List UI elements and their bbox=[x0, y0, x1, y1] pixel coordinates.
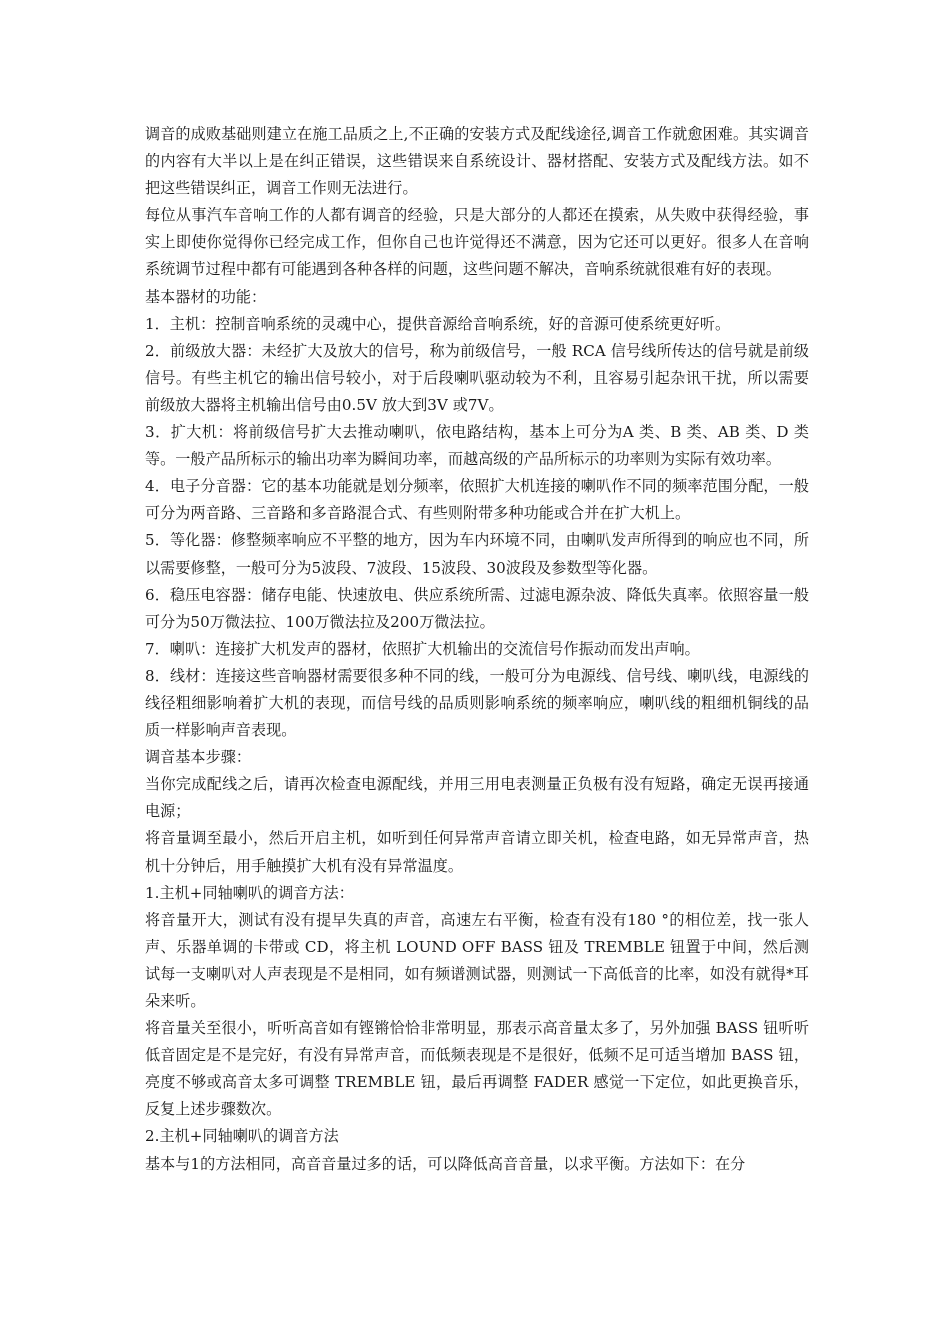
paragraph-method-1-a: 将音量开大，测试有没有提早失真的声音，高速左右平衡，检查有没有180 °的相位差，找一张人声、乐器单调的卡带或 CD，将主机 LOUND OFF BASS 钮及 TREMBLE 钮置于中间，然后测试每一支喇叭对人声表现是不是相同，如有频谱测试器，则测试一下高低音的比率，如没有就得*耳朵来听。 bbox=[145, 910, 809, 1010]
list-item-preamp: 2．前级放大器：未经扩大及放大的信号，称为前级信号，一般 RCA 信号线所传达的信号就是前级信号。有些主机它的输出信号较小，对于后段喇叭驱动较为不利，且容易引起杂讯干扰，所以需要前级放大器将主机输出信号由0.5V 放大到3V 或7V。 bbox=[145, 341, 809, 414]
section-heading-steps: 调音基本步骤： bbox=[145, 748, 252, 767]
section-heading-equipment: 基本器材的功能： bbox=[145, 287, 267, 306]
paragraph-step-power-on: 将音量调至最小，然后开启主机，如听到任何异常声音请立即关机，检查电路，如无异常声音，热机十分钟后，用手触摸扩大机有没有异常温度。 bbox=[145, 829, 809, 875]
section-heading-method-2: 2.主机+同轴喇叭的调音方法 bbox=[145, 1127, 339, 1146]
list-item-speaker: 7．喇叭：连接扩大机发声的器材，依照扩大机输出的交流信号作振动而发出声响。 bbox=[145, 639, 700, 658]
paragraph-method-2-a: 基本与1的方法相同，高音音量过多的话，可以降低高音音量，以求平衡。方法如下：在分 bbox=[145, 1154, 746, 1173]
paragraph-intro-2: 每位从事汽车音响工作的人都有调音的经验，只是大部分的人都还在摸索，从失败中获得经验，事实上即使你觉得你已经完成工作，但你自己也许觉得还不满意，因为它还可以更好。很多人在音响系统调节过程中都有可能遇到各种各样的问题，这些问题不解决，音响系统就很难有好的表现。 bbox=[145, 206, 809, 279]
paragraph-method-1-b: 将音量关至很小，听听高音如有铿锵恰恰非常明显，那表示高音量太多了，另外加强 BASS 钮听听低音固定是不是完好，有没有异常声音，而低频表现是不是很好，低频不足可适当增加 BASS 钮，亮度不够或高音太多可调整 TREMBLE 钮，最后再调整 FADER 感觉一下定位，如此更换音乐，反复上述步骤数次。 bbox=[145, 1019, 809, 1119]
list-item-crossover: 4．电子分音器：它的基本功能就是划分频率，依照扩大机连接的喇叭作不同的频率范围分配，一般可分为两音路、三音路和多音路混合式、有些则附带多种功能或合并在扩大机上。 bbox=[145, 477, 809, 523]
list-item-head-unit: 1．主机：控制音响系统的灵魂中心，提供音源给音响系统，好的音源可使系统更好听。 bbox=[145, 314, 731, 333]
list-item-equalizer: 5．等化器：修整频率响应不平整的地方，因为车内环境不同，由喇叭发声所得到的响应也不同，所以需要修整，一般可分为5波段、7波段、15波段、30波段及参数型等化器。 bbox=[145, 531, 809, 577]
document-body bbox=[145, 121, 809, 1178]
list-item-cables: 8．线材：连接这些音响器材需要很多种不同的线，一般可分为电源线、信号线、喇叭线，电源线的线径粗细影响着扩大机的表现，而信号线的品质则影响系统的频率响应，喇叭线的粗细机铜线的品质一样影响声音表现。 bbox=[145, 666, 809, 740]
list-item-amplifier: 3．扩大机：将前级信号扩大去推动喇叭，依电路结构，基本上可分为A 类、B 类、AB 类、D 类等。一般产品所标示的输出功率为瞬间功率，而越高级的产品所标示的功率则为实际有效功率。 bbox=[145, 423, 809, 469]
paragraph-intro-1: 调音的成败基础则建立在施工品质之上,不正确的安装方式及配线途径,调音工作就愈困难。其实调音的内容有大半以上是在纠正错误，这些错误来自系统设计、器材搭配、安装方式及配线方法。如不把这些错误纠正，调音工作则无法进行。 bbox=[145, 125, 809, 198]
paragraph-step-check-wiring: 当你完成配线之后，请再次检查电源配线，并用三用电表测量正负极有没有短路，确定无误再接通电源； bbox=[145, 775, 809, 821]
section-heading-method-1: 1.主机+同轴喇叭的调音方法： bbox=[145, 883, 354, 902]
list-item-capacitor: 6．稳压电容器：储存电能、快速放电、供应系统所需、过滤电源杂波、降低失真率。依照容量一般可分为50万微法拉、100万微法拉及200万微法拉。 bbox=[145, 585, 809, 631]
